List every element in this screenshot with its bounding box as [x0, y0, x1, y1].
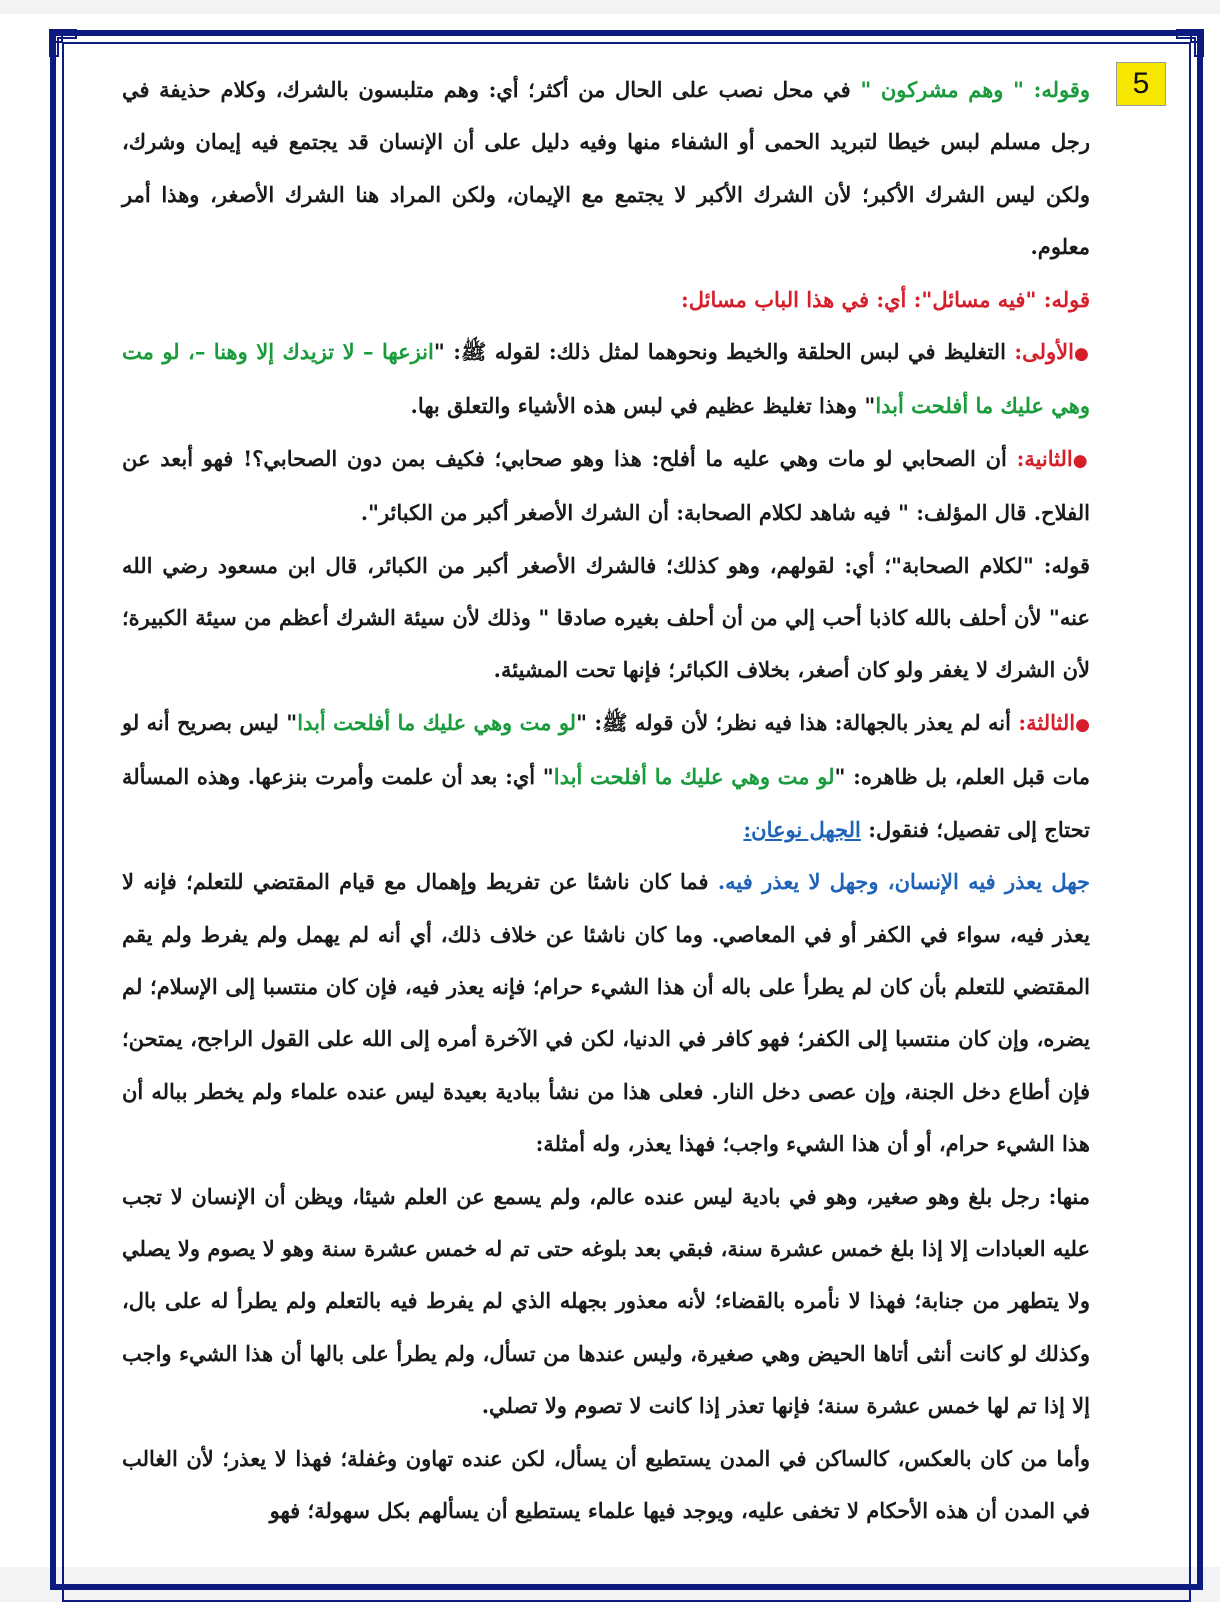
- bullet-icon: ●: [1075, 714, 1091, 735]
- jahl-text: فما كان ناشئا عن تفريط وإهمال مع قيام المقتضي للتعلم؛ فإنه لا يعذر فيه، سواء في الكفر أو في المعاصي. وما كان ناشئا عن خلاف ذلك، أي أنه لم يهمل ولم يفرط ولم يقم المقتضي للتعلم بأن كان لم يطرأ على باله أن هذا الشيء حرام؛ فإنه يعذر فيه، فإن كان منتسبا إلى الإسلام؛ لم يضره، وإن كان منتسبا إلى الكفر؛ فهو كافر في الدنيا، لكن في الآخرة أمره إلى الله على القول الراجح، يمتحن؛ فإن أطاع دخل الجنة، وإن عصى دخل النار. فعلى هذا من نشأ ببادية بعيدة ليس عنده علماء ولم يخطر بباله أن هذا الشيء حرام، أو أن هذا الشيء واجب؛ فهذا يعذر، وله أمثلة:: [122, 869, 1090, 1157]
- first-hadith-quote: انزعها – لا تزيدك إلا وهنا –، لو مت وهي عليك ما أفلحت أبدا: [122, 339, 1090, 419]
- intro-text: في محل نصب على الحال من أكثر؛ أي: وهم متلبسون بالشرك، وكلام حذيفة في رجل مسلم لبس خيطا لتبريد الحمى أو الشفاء منها وفيه دليل على أن الإنسان قد يجتمع فيه إيمان وشرك، ولكن ليس الشرك الأكبر؛ لأن الشرك الأكبر لا يجتمع مع الإيمان، ولكن المراد هنا الشرك الأصغر، وهذا أمر معلوم.: [122, 77, 1090, 260]
- masail-heading: قوله: "فيه مسائل": أي: في هذا الباب مسائل:: [681, 286, 1090, 312]
- intro-label: وقوله:: [1033, 77, 1091, 102]
- first-text-b: " وهذا تغليظ عظيم في لبس هذه الأشياء والتعلق بها.: [410, 393, 876, 419]
- third-text-a: أنه لم يعذر بالجهالة: هذا فيه نظر؛ لأن قوله ﷺ: ": [576, 709, 1011, 735]
- jahl-types: جهل يعذر فيه الإنسان، وجهل لا يعذر فيه.: [717, 869, 1090, 895]
- bullet-icon: ●: [1074, 344, 1090, 365]
- mas-ala-third: [122, 697, 1090, 856]
- paragraph-sahaba: قوله: "لكلام الصحابة"؛ أي: لقولهم، وهو كذلك؛ فالشرك الأصغر أكبر من الكبائر، قال ابن مسعود رضي الله عنه" لأن أحلف بالله كاذبا أحب إلي من أن أحلف بغيره صادقا " وذلك لأن سيئة الشرك أعظم من سيئة الكبيرة؛ لأن الشرك لا يغفر ولو كان أصغر، بخلاف الكبائر؛ فإنها تحت المشيئة.: [122, 552, 1090, 683]
- first-label: الأولى:: [1014, 339, 1074, 365]
- intro-quote: " وهم مشركون ": [860, 77, 1024, 102]
- second-text: أن الصحابي لو مات وهي عليه ما أفلح: هذا وهو صحابي؛ فكيف بمن دون الصحابي؟! فهو أبعد عن الفلاح. قال المؤلف: " فيه شاهد لكلام الصحابة: أن الشرك الأصغر أكبر من الكبائر".: [122, 445, 1090, 526]
- third-hadith-quote-1: لو مت وهي عليك ما أفلحت أبدا: [297, 709, 577, 735]
- jahl-heading: الجهل نوعان:: [743, 816, 861, 842]
- bullet-icon: ●: [1072, 450, 1090, 471]
- mas-ala-first: [122, 326, 1090, 433]
- paragraph-city: وأما من كان بالعكس، كالساكن في المدن يستطيع أن يسأل، لكن عنده تهاون وغفلة؛ فهذا لا يعذر؛ لأن الغالب في المدن أن هذه الأحكام لا تخفى عليه، ويوجد فيها علماء يستطيع أن يسألهم بكل سهولة؛ فهو: [122, 1445, 1090, 1523]
- first-text-a: التغليظ في لبس الحلقة والخيط ونحوهما لمثل ذلك: لقوله ﷺ: ": [433, 339, 1006, 365]
- mas-ala-second: [122, 433, 1090, 540]
- paragraph-intro: [122, 64, 1090, 274]
- corner-ornament-left: [48, 28, 78, 58]
- third-text-b: " ليس بصريح أنه لو مات قبل العلم، بل ظاهره: ": [122, 709, 1090, 790]
- page-body: [122, 64, 1090, 1537]
- corner-ornament-right: [1175, 28, 1205, 58]
- page-number-badge: 5: [1116, 62, 1166, 106]
- third-label: الثالثة:: [1018, 709, 1076, 735]
- second-label: الثانية:: [1016, 445, 1073, 471]
- third-hadith-quote-2: لو مت وهي عليك ما أفلحت أبدا: [553, 764, 835, 790]
- paragraph-jahl: [122, 856, 1090, 1170]
- paragraph-examples: منها: رجل بلغ وهو صغير، وهو في بادية ليس عنده عالم، ولم يسمع عن العلم شيئا، ويظن أن الإنسان لا تجب عليه العبادات إلا إذا بلغ خمس عشرة سنة، فبقي بعد بلوغه حتى تم له خمس عشرة سنة وهو لا يصوم ولا يصلي ولا يتطهر من جنابة؛ فهذا لا نأمره بالقضاء؛ لأنه معذور بجهله الذي لم يفرط فيه بالتعلم ولم يطرأ له على بال، وكذلك لو كانت أنثى أتاها الحيض وهي صغيرة، وليس عندها من تسأل، ولم يطرأ على بالها أن هذا الشيء واجب إلا إذا تم لها خمس عشرة سنة؛ فإنها تعذر إذا كانت لا تصوم ولا تصلي.: [122, 1183, 1090, 1419]
- third-text-c: " أي: بعد أن علمت وأمرت بنزعها. وهذه المسألة تحتاج إلى تفصيل؛ فنقول:: [122, 764, 1090, 842]
